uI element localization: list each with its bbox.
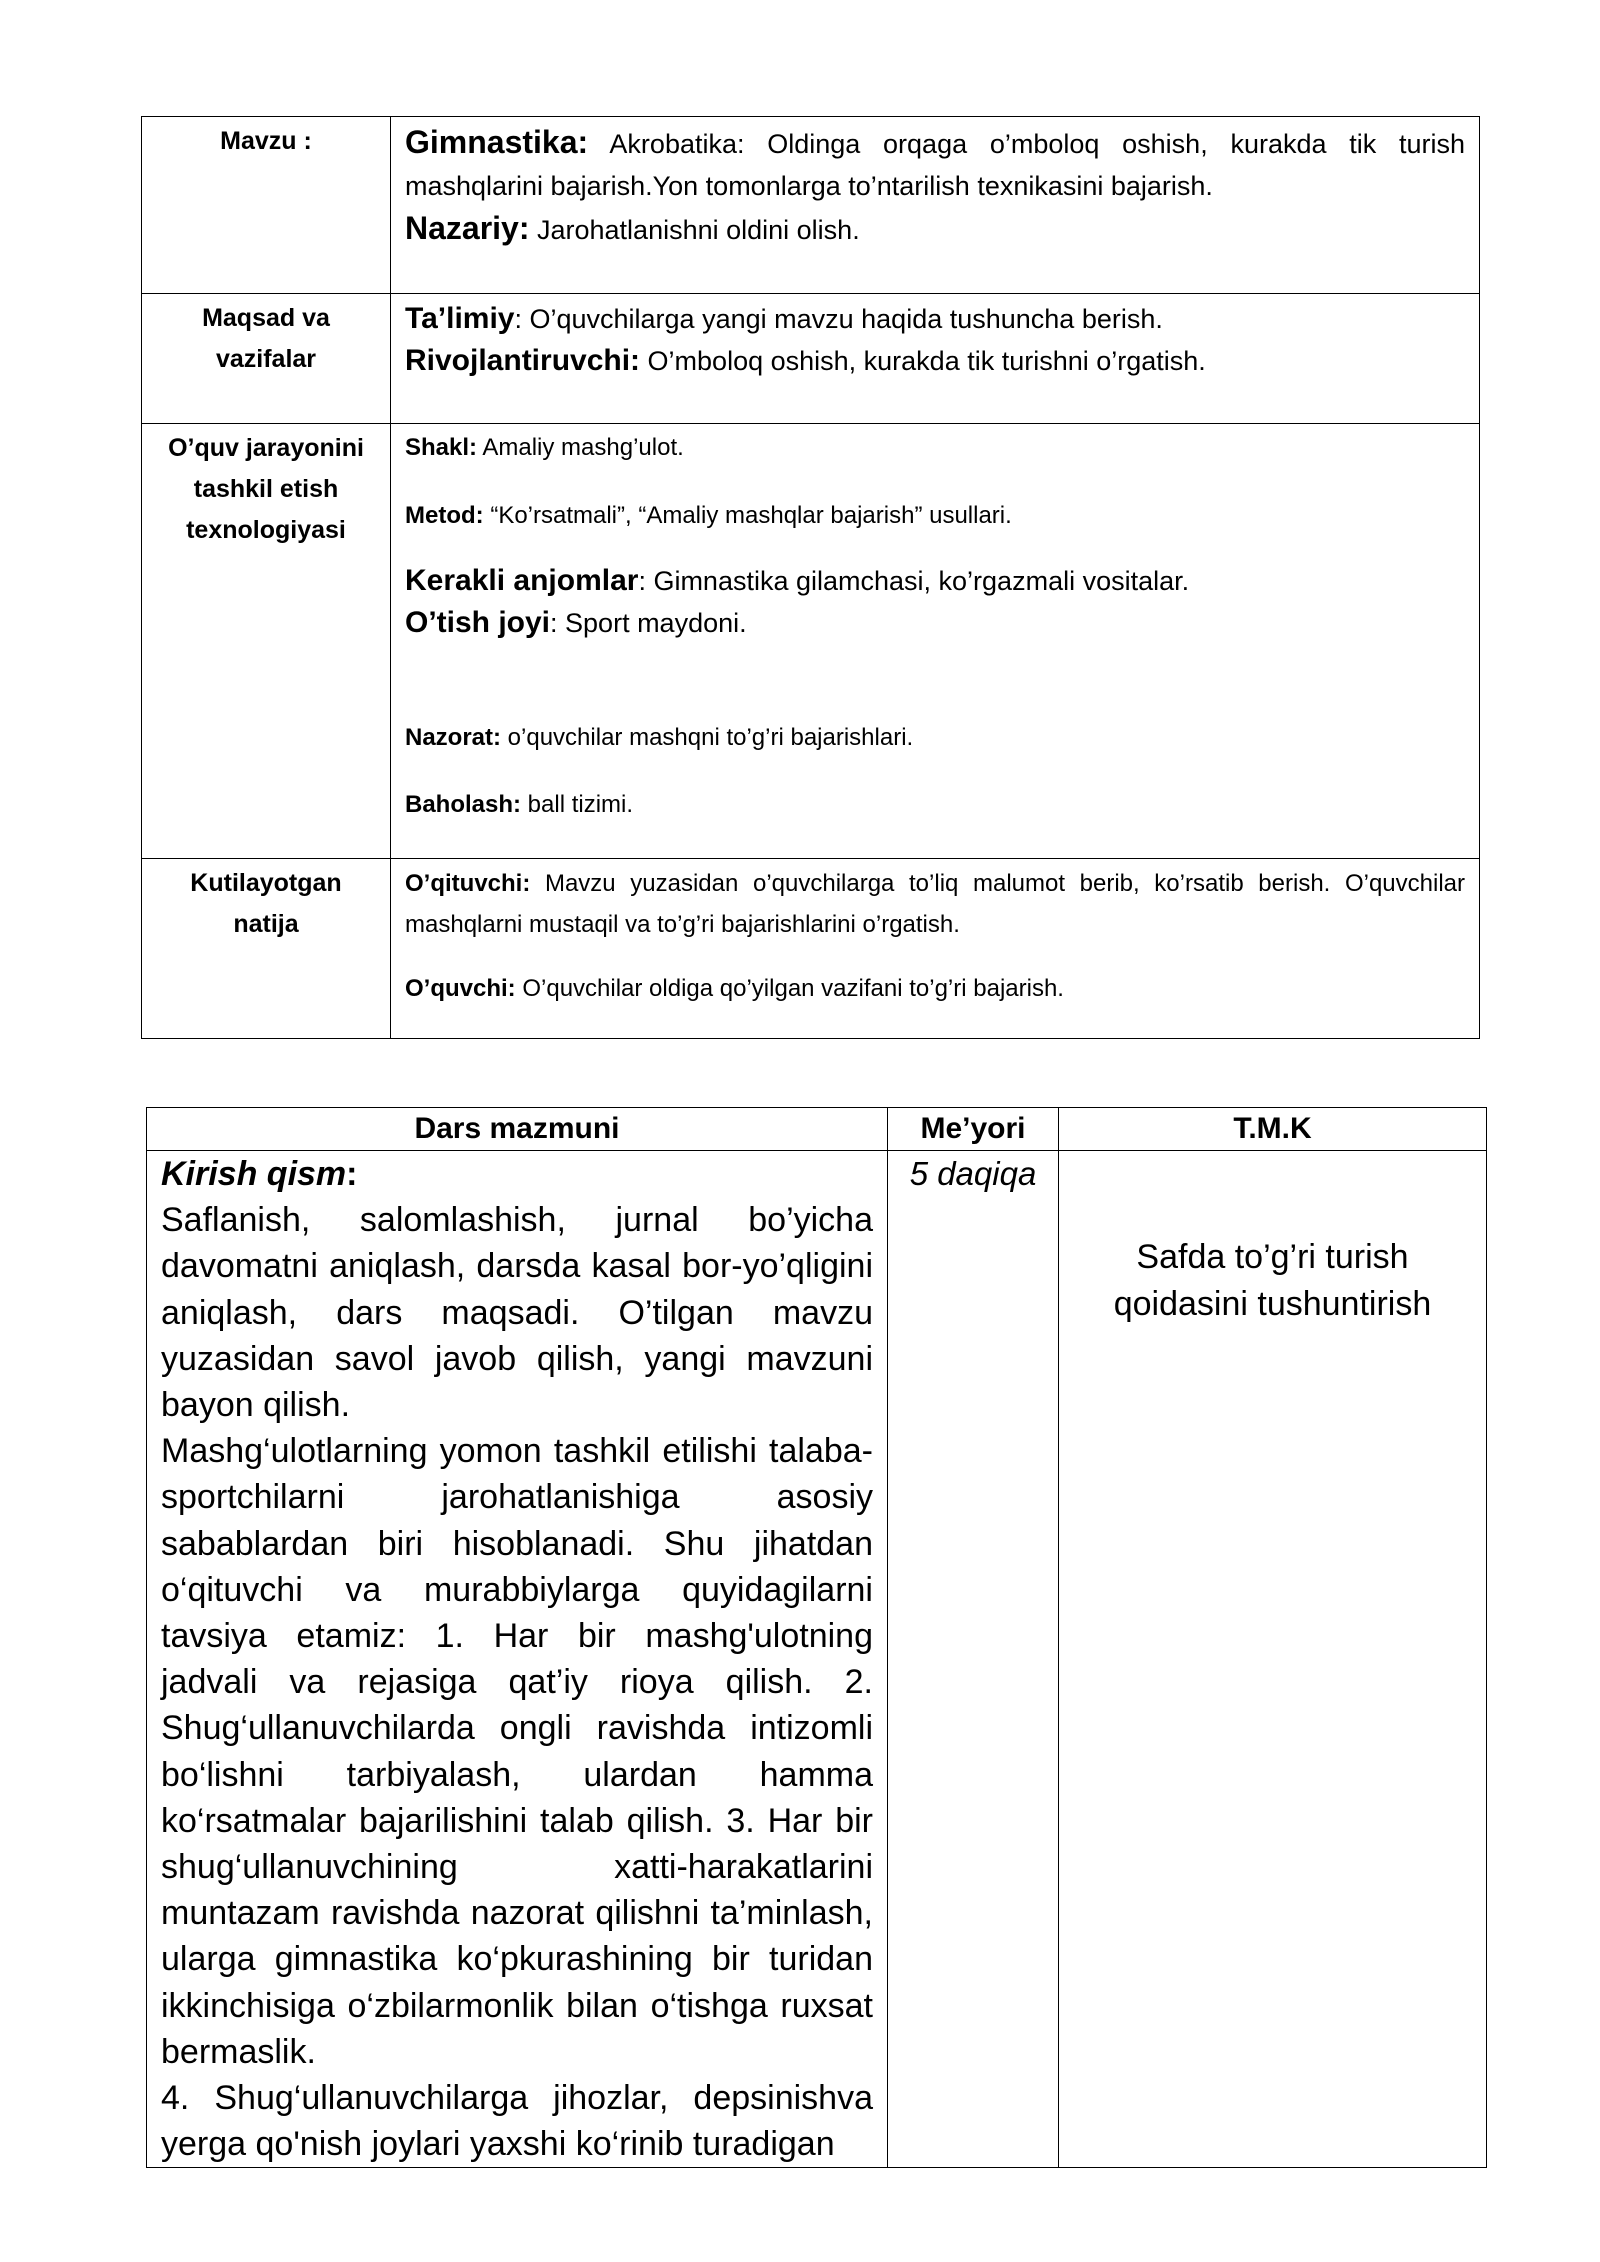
section-title-line: [161, 1151, 873, 1197]
shakl-paragraph: [405, 430, 1465, 466]
label-maqsad: [142, 294, 391, 424]
lesson-content-cell: [147, 1151, 888, 2168]
nazorat-paragraph: [405, 720, 1465, 756]
lesson-body-row: [147, 1151, 1487, 2168]
rivoj-paragraph: [405, 340, 1465, 382]
label-texnologiya-line2: tashkil etish: [193, 475, 339, 503]
content-mavzu: [391, 117, 1480, 294]
theory-text: Jarohatlanishni oldini olish.: [529, 215, 860, 245]
content-maqsad: [391, 294, 1480, 424]
row-mavzu: [142, 117, 1480, 294]
label-maqsad-line2: vazifalar: [215, 345, 317, 373]
header-tmk: T.M.K: [1059, 1108, 1487, 1151]
content-texnologiya: [391, 424, 1480, 859]
oquvchi-text: O’quvchilar oldiga qo’yilgan vazifani to’g’ri bajarish.: [515, 975, 1064, 1002]
joy-text: : Sport maydoni.: [550, 608, 747, 638]
norm-value: 5 daqiqa: [909, 1155, 1037, 1192]
label-natija: [142, 859, 391, 1039]
joy-paragraph: [405, 602, 1465, 644]
joy-heading: O’tish joyi: [405, 606, 551, 639]
tmk-cell: [1059, 1151, 1487, 2168]
theory-heading: Nazariy:: [405, 210, 530, 246]
oquvchi-paragraph: [405, 971, 1465, 1007]
oqituvchi-paragraph: [405, 863, 1465, 945]
lesson-paragraph-2: Mashg‘ulotlarning yomon tashkil etilishi talaba-sportchilarni jarohatlanishiga asosiy sabablardan biri hisoblanadi. Shu jihatdan o‘qituvchi va murabbiylarga quyidagilarni tavsiya etamiz: 1. Har bir mashg'ulotning jadvali va rejasiga qat’iy rioya qilish. 2. Shug‘ullanuvchilarda ongli ravishda intizomli bo‘lishni tarbiyalash, ulardan hamma ko‘rsatmalar bajarilishini talab qilish. 3. Har bir shug‘ullanuvchining xatti-harakatlarini muntazam ravishda nazorat qilishni ta’minlash, ularga gimnastika ko‘pkurashining bir turidan ikkinchisiga o‘zbilarmonlik bilan o‘tishga ruxsat bermaslik.: [161, 1432, 873, 2071]
anjom-paragraph: [405, 560, 1465, 602]
metod-heading: Metod:: [405, 502, 484, 529]
section-colon: :: [346, 1155, 358, 1193]
talimiy-paragraph: [405, 298, 1465, 340]
norm-cell: [888, 1151, 1059, 2168]
section-title: Kirish qism: [161, 1155, 347, 1193]
talimiy-text: : O’quvchilarga yangi mavzu haqida tushuncha berish.: [514, 304, 1163, 334]
baholash-paragraph: [405, 787, 1465, 823]
label-texnologiya-line1: O’quv jarayonini: [168, 434, 364, 462]
anjom-heading: Kerakli anjomlar: [405, 564, 639, 597]
label-texnologiya: [142, 424, 391, 859]
row-maqsad: [142, 294, 1480, 424]
baholash-text: ball tizimi.: [521, 791, 634, 818]
lesson-info-table: [141, 116, 1480, 1039]
label-maqsad-line1: Maqsad va: [202, 304, 330, 332]
metod-text: “Ko’rsatmali”, “Amaliy mashqlar bajarish” usullari.: [483, 502, 1012, 529]
rivoj-heading: Rivojlantiruvchi:: [405, 344, 641, 377]
shakl-heading: Shakl:: [405, 434, 478, 461]
oquvchi-heading: O’quvchi:: [405, 975, 516, 1002]
oqituvchi-heading: O’qituvchi:: [405, 870, 531, 897]
label-texnologiya-line3: texnologiyasi: [186, 516, 346, 544]
baholash-heading: Baholash:: [405, 791, 522, 818]
rivoj-text: O’mboloq oshish, kurakda tik turishni o’rgatish.: [640, 346, 1206, 376]
label-natija-line2: natija: [233, 910, 299, 938]
lesson-paragraph-3: 4. Shug‘ullanuvchilarga jihozlar, depsinishva yerga qo'nish joylari yaxshi ko‘rinib turadigan: [161, 2079, 873, 2164]
tmk-line2: qoidasini tushuntirish: [1113, 1285, 1432, 1323]
nazorat-heading: Nazorat:: [405, 724, 502, 751]
nazorat-text: o’quvchilar mashqni to’g’ri bajarishlari.: [501, 724, 914, 751]
anjom-text: : Gimnastika gilamchasi, ko’rgazmali vositalar.: [638, 566, 1190, 596]
row-texnologiya: [142, 424, 1480, 859]
lesson-content-table: [146, 1107, 1487, 2168]
oqituvchi-text: Mavzu yuzasidan o’quvchilarga to’liq malumot berib, ko’rsatib berish. O’quvchilar mashqlarni mustaqil va to’g’ri bajarishlarini o’rgatish.: [405, 870, 1465, 938]
header-meyori: Me’yori: [888, 1108, 1059, 1151]
metod-paragraph: [405, 498, 1465, 534]
label-mavzu: [142, 117, 391, 294]
header-dars-mazmuni: Dars mazmuni: [147, 1108, 888, 1151]
topic-text: Akrobatika: Oldinga orqaga o’mboloq oshish, kurakda tik turish mashqlarini bajarish.Yon tomonlarga to’ntarilish texnikasini bajarish.: [405, 129, 1465, 201]
label-mavzu-text: Mavzu :: [220, 127, 312, 155]
topic-heading: Gimnastika:: [405, 124, 589, 160]
topic-paragraph: [405, 121, 1465, 207]
shakl-text: Amaliy mashg’ulot.: [477, 434, 684, 461]
content-natija: [391, 859, 1480, 1039]
tmk-line1: Safda to’g’ri turish: [1136, 1238, 1409, 1276]
lesson-header-row: [147, 1108, 1487, 1151]
talimiy-heading: Ta’limiy: [405, 302, 515, 335]
label-natija-line1: Kutilayotgan: [190, 869, 342, 897]
lesson-paragraph-1: Saflanish, salomlashish, jurnal bo’yicha davomatni aniqlash, darsda kasal bor-yo’qligini aniqlash, dars maqsadi. O’tilgan mavzu yuzasidan savol javob qilish, yangi mavzuni bayon qilish.: [161, 1201, 873, 1425]
row-natija: [142, 859, 1480, 1039]
theory-paragraph: [405, 207, 1465, 251]
